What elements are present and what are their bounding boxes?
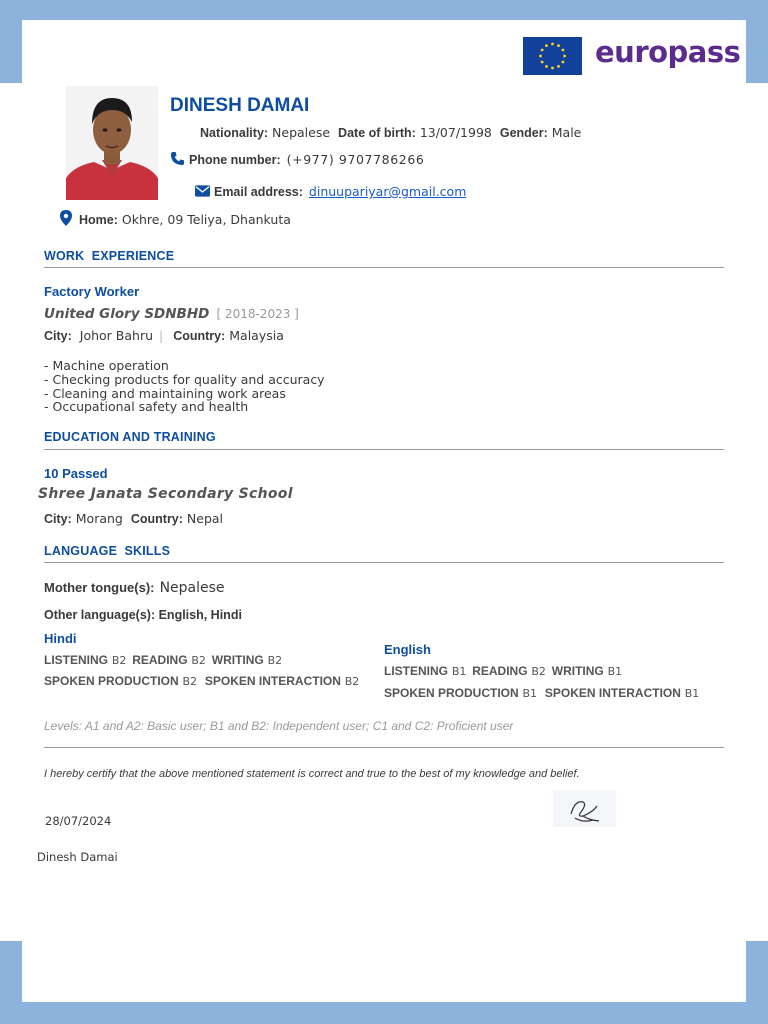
email-link[interactable]: dinuupariyar@gmail.com [308, 184, 467, 199]
europass-logo [523, 35, 741, 77]
spoken-interaction-label: SPOKEN INTERACTION [204, 674, 341, 688]
edu-country-label: Country: [130, 512, 183, 526]
list-item: - Cleaning and maintaining work areas [44, 385, 286, 401]
work-country-value: Malaysia [229, 328, 284, 343]
listening-label: LISTENING [44, 653, 109, 667]
home-line [60, 210, 291, 227]
mother-tongue-value: Nepalese [159, 580, 225, 596]
spoken-production-label: SPOKEN PRODUCTION [44, 674, 179, 688]
language-section-title: LANGUAGE SKILLS [44, 544, 171, 558]
language-block-hindi [44, 631, 374, 688]
gender-value: Male [551, 125, 582, 140]
edu-city-label: City: [44, 512, 72, 526]
work-section-rule [44, 267, 724, 268]
frame-bottom-bar [0, 1002, 768, 1024]
education-section-title: EDUCATION AND TRAINING [44, 430, 216, 444]
listening-label: LISTENING [384, 664, 449, 678]
work-country-label: Country: [173, 329, 226, 343]
email-label: Email address: [213, 185, 303, 199]
cefr-row-receptive [44, 653, 374, 667]
work-city-label: City: [44, 329, 72, 343]
personal-info-line [200, 125, 581, 140]
reading-label: READING [132, 653, 188, 667]
list-item: - Occupational safety and health [44, 399, 249, 415]
home-label: Home: [78, 213, 118, 227]
writing-label: WRITING [551, 664, 604, 678]
europass-wordmark: europass [595, 35, 741, 69]
language-section-rule [44, 562, 724, 563]
list-item: - Checking products for quality and accuracy [44, 371, 325, 387]
mother-tongue-label: Mother tongue(s): [44, 580, 155, 595]
education-location [44, 511, 223, 526]
nationality-label: Nationality: [200, 126, 269, 140]
phone-icon [170, 151, 185, 166]
mother-tongue-line [44, 577, 225, 596]
dob-value: 13/07/1998 [419, 125, 492, 140]
duties-list [44, 359, 325, 414]
writing-level: B1 [607, 665, 623, 678]
full-name: DINESH DAMAI [170, 95, 310, 116]
reading-level: B2 [531, 665, 546, 678]
frame-top-bar [0, 0, 768, 20]
listening-level: B2 [111, 654, 127, 667]
declaration-statement: I hereby certify that the above mentioned statement is correct and true to the best of my knowledge and belief. [44, 768, 580, 780]
phone-value: (+977) 9707786266 [286, 152, 425, 167]
nationality-value: Nepalese [272, 125, 331, 140]
dob-label: Date of birth: [338, 126, 416, 140]
work-city-value: Johor Bahru [79, 328, 154, 343]
writing-label: WRITING [211, 653, 264, 667]
reading-label: READING [472, 664, 528, 678]
email-icon [195, 185, 210, 197]
signature-name: Dinesh Damai [37, 850, 118, 864]
spoken-interaction-level: B1 [684, 687, 700, 700]
employer-line [44, 303, 299, 322]
employment-period: [ 2018-2023 ] [216, 307, 299, 321]
phone-line [170, 151, 424, 167]
cefr-levels-note: Levels: A1 and A2: Basic user; B1 and B2: Independent user; C1 and C2: Proficient user [44, 719, 514, 733]
signature-image [553, 790, 616, 827]
cefr-row-spoken [384, 686, 724, 700]
work-location [44, 328, 284, 343]
list-item: - Machine operation [44, 358, 169, 373]
eu-flag-icon [523, 37, 582, 75]
school-name: Shree Janata Secondary School [38, 486, 293, 502]
edu-city-value: Morang [75, 511, 123, 526]
phone-label: Phone number: [188, 153, 281, 167]
writing-level: B2 [267, 654, 283, 667]
qualification: 10 Passed [44, 466, 108, 481]
language-name: Hindi [44, 631, 77, 646]
spoken-interaction-label: SPOKEN INTERACTION [544, 686, 681, 700]
education-section-rule [44, 449, 724, 450]
email-line [195, 184, 466, 199]
cefr-row-receptive [384, 664, 724, 678]
spoken-interaction-level: B2 [344, 675, 360, 688]
cefr-row-spoken [44, 675, 362, 688]
language-name: English [384, 642, 431, 657]
profile-photo [66, 86, 158, 200]
declaration-date: 28/07/2024 [45, 814, 112, 828]
other-languages: Other language(s): English, Hindi [44, 608, 242, 622]
location-separator: | [159, 328, 164, 343]
declaration-rule [44, 747, 724, 748]
spoken-production-level: B2 [182, 675, 198, 688]
spoken-production-level: B1 [522, 687, 538, 700]
location-pin-icon [60, 210, 72, 226]
home-value: Okhre, 09 Teliya, Dhankuta [121, 212, 291, 227]
work-section-title: WORK EXPERIENCE [44, 249, 175, 263]
listening-level: B1 [451, 665, 467, 678]
reading-level: B2 [191, 654, 206, 667]
employer-name: United Glory SDNBHD [44, 306, 210, 322]
job-title: Factory Worker [44, 284, 140, 299]
edu-country-value: Nepal [186, 511, 224, 526]
spoken-production-label: SPOKEN PRODUCTION [384, 686, 519, 700]
gender-label: Gender: [499, 126, 548, 140]
language-block-english [384, 642, 724, 700]
